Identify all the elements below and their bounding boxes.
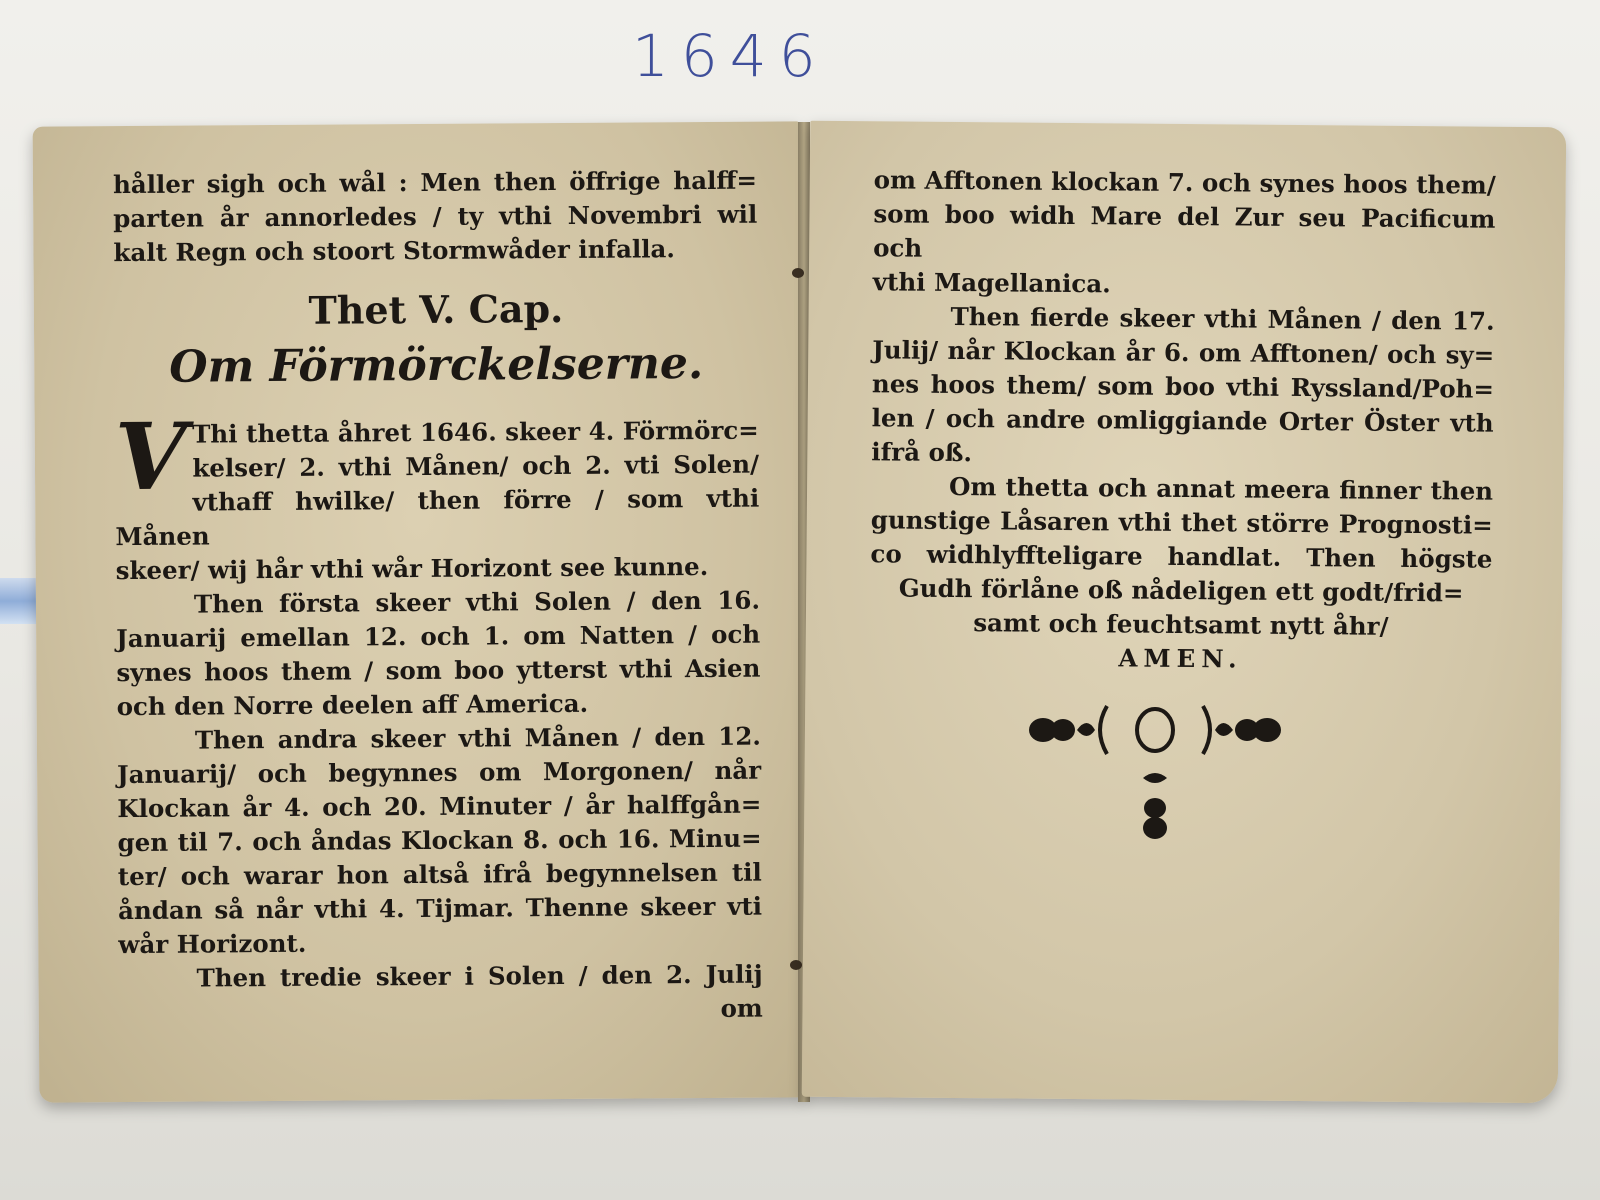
chapter-title: Thet V. Cap. [308,285,564,333]
text-line: vthi Magellanica. [872,267,1111,299]
text-line: håller sigh och wål : Men then öffrige halff= [112,165,758,200]
binding-hole [790,960,802,970]
text-line: parten år annorledes / ty vthi Novembri wil [113,199,758,234]
second-eclipse-paragraph [117,720,763,962]
amen-line: AMEN. [1118,643,1243,674]
text-line: synes hoos them / som boo ytterst vthi Asien [116,653,761,688]
third-eclipse-paragraph [118,958,762,1030]
text-line: gunstige Låsaren vthi thet större Prognosti= [870,505,1493,540]
right-page [802,121,1566,1104]
printers-ornament-icon [1015,700,1315,860]
eclipse-intro-paragraph [114,402,760,588]
text-line: Then tredie skeer i Solen / den 2. Julij [196,959,763,993]
text-line: skeer/ wij hår vthi wår Horizont see kunne. [115,551,709,586]
text-line: vthaff hwilke/ then förre / som vthi Månen [115,483,760,552]
catchword: om [720,993,763,1023]
third-eclipse-continued-paragraph [873,163,1496,304]
text-line: Klockan år 4. och 20. Minuter / år halffgån= [117,789,762,824]
text-line: Then andra skeer vthi Månen / den 12. [194,721,761,755]
binding-hole [792,268,804,278]
text-line: Januarij emellan 12. och 1. om Natten / och [116,619,761,654]
drop-cap: V [114,402,187,512]
text-line: Om thetta och annat meera finner then [948,471,1494,506]
text-line: Januarij/ och begynnes om Morgonen/ når [117,755,762,790]
text-line: som boo widh Mare del Zur seu Pacificum och [873,199,1496,263]
handwritten-year-note: 1646 [632,22,828,90]
text-line: wår Horizont. [118,928,307,960]
text-line: om Afftonen klockan 7. och synes hoos them/ [873,165,1496,200]
text-line: kelser/ 2. vthi Månen/ och 2. vti Solen/ [192,449,760,483]
chapter-subtitle: Om Förmörckelserne. [169,338,704,393]
first-eclipse-paragraph [116,584,761,724]
left-page [33,121,806,1102]
text-line: co widhlyffteligare handlat. Then högste [870,539,1493,574]
text-line: Gudh förlåne oß nådeligen ett godt/frid= [898,573,1464,608]
text-line: len / och andre omliggiande Orter Öster vth [871,403,1494,438]
text-line: Julij/ når Klockan år 6. om Afftonen/ och sy= [872,335,1495,370]
text-line: ter/ och warar hon altså ifrå begynnelsen til [117,857,762,892]
text-line: samt och feuchtsamt nytt åhr/ [973,608,1389,641]
fourth-eclipse-paragraph [871,299,1494,474]
text-line: kalt Regn och stoort Stormwåder infalla. [113,234,676,268]
text-line: och den Norre deelen aff America. [116,688,589,722]
text-line: gen til 7. och åndas Klockan 8. och 16. Minu= [117,823,762,858]
left-top-paragraph [113,164,758,270]
text-line: nes hoos them/ som boo vthi Ryssland/Poh= [871,369,1495,404]
text-line: Then fierde skeer vthi Månen / den 17. [950,301,1495,336]
text-line: Then första skeer vthi Solen / den 16. [193,585,761,619]
text-line: Thi thetta åhret 1646. skeer 4. Förmörc= [192,415,759,449]
text-line: åndan så når vthi 4. Tijmar. Thenne skeer vti [117,891,763,926]
closing-paragraph [869,469,1493,678]
text-line: ifrå oß. [871,437,973,468]
